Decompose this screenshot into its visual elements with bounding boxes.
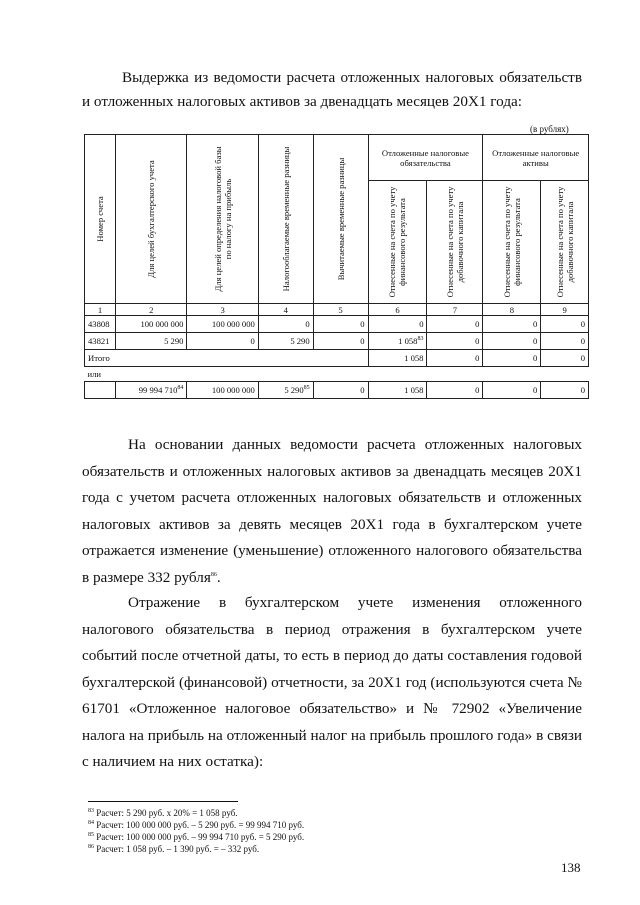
- footnote-separator: [88, 801, 238, 802]
- document-title: Выдержка из ведомости расчета отложенных налоговых обязательств и отложенных налоговых активов за двенадцать месяцев 20Х1 года:: [82, 69, 582, 110]
- header-deductible-diff: Вычитаемые временные разницы: [313, 135, 368, 304]
- alt-row: 99 994 $710^{84}$ 100 000 000 5 $290^{85}$ 0 1 058 0 0 0: [85, 382, 589, 399]
- unit-note: (в рублях): [530, 124, 569, 134]
- header-taxable-diff: Налогооблагаемые временные разницы: [258, 135, 313, 304]
- header-dta-group: Отложенные налоговые активы: [483, 135, 589, 181]
- or-label: или: [87, 369, 101, 379]
- deferred-tax-table: [84, 134, 589, 399]
- paragraph-2: Отражение в бухгалтерском учете изменения отложенного налогового обязательства в период отражения в бухгалтерском учете событий после отчетной даты, то есть в период до даты составления годовой бухгалтерской (финансовой) отчетности, за 20Х1 год (используются счета № 61701 «Отложенное налоговое обязательство» и № 72902 «Увеличение налога на прибыль на отложенный налог на прибыль прошлого года» в связи с наличием на них остатка):: [82, 594, 582, 770]
- footnote-ref: 86: [210, 571, 217, 578]
- header-dto-cap: Отнесенные на счета по учету добавочного капитала: [427, 181, 483, 304]
- total-row: Итого 1 058 0 0 0: [85, 350, 589, 367]
- footnote-85: $^{85}$ Расчет: 100 000 000 руб. – 99 994 710 руб. = 5 290 руб.: [88, 832, 305, 842]
- footnote-ref: 84: [177, 385, 184, 392]
- table-row: 43821 5 290 0 5 290 0 1 $058^{83}$ 0 0 0: [85, 333, 589, 350]
- header-dto-group: Отложенные налоговые обязательства: [368, 135, 483, 181]
- header-accounting: Для целей бухгалтерского учета: [116, 135, 187, 304]
- header-tax-base: Для целей определения налоговой базы по налогу на прибыль: [187, 135, 258, 304]
- column-numbers-row: 1 2 3 4 5 6 7 8 9: [85, 304, 589, 316]
- header-dta-fin: Отнесенные на счета по учету финансового результата: [483, 181, 541, 304]
- header-dto-fin: Отнесенные на счета по учету финансового результата: [368, 181, 427, 304]
- page-number: 138: [561, 860, 581, 875]
- footnote-84: $^{84}$ Расчет: 100 000 000 руб. – 5 290 руб. = 99 994 710 руб.: [88, 820, 305, 830]
- paragraph-1: На основании данных ведомости расчета отложенных налоговых обязательств и отложенных налоговых активов за двенадцать месяцев 20Х1 года с учетом расчета отложенных налоговых обязательств и отложенных налоговых активов за девять месяцев 20Х1 года в бухгалтерском учете отражается изменение (уменьшение) отложенного налогового обязательства в размере 332 рубля$^{86}$.: [82, 436, 582, 586]
- footnote-ref: 83: [417, 336, 424, 343]
- or-row: [85, 367, 589, 382]
- footnote-ref: 85: [303, 385, 310, 392]
- footnote-86: $^{86}$ Расчет: 1 058 руб. – 1 390 руб. = – 332 руб.: [88, 844, 260, 854]
- header-account-no: Номер счета: [85, 135, 116, 304]
- table-row: 43808 100 000 000 100 000 000 0 0 0 0 0 0: [85, 316, 589, 333]
- footnote-83: $^{83}$ Расчет: 5 290 руб. х 20% = 1 058 руб.: [88, 808, 238, 818]
- header-dta-cap: Отнесенные на счета по учету добавочного капитала: [541, 181, 589, 304]
